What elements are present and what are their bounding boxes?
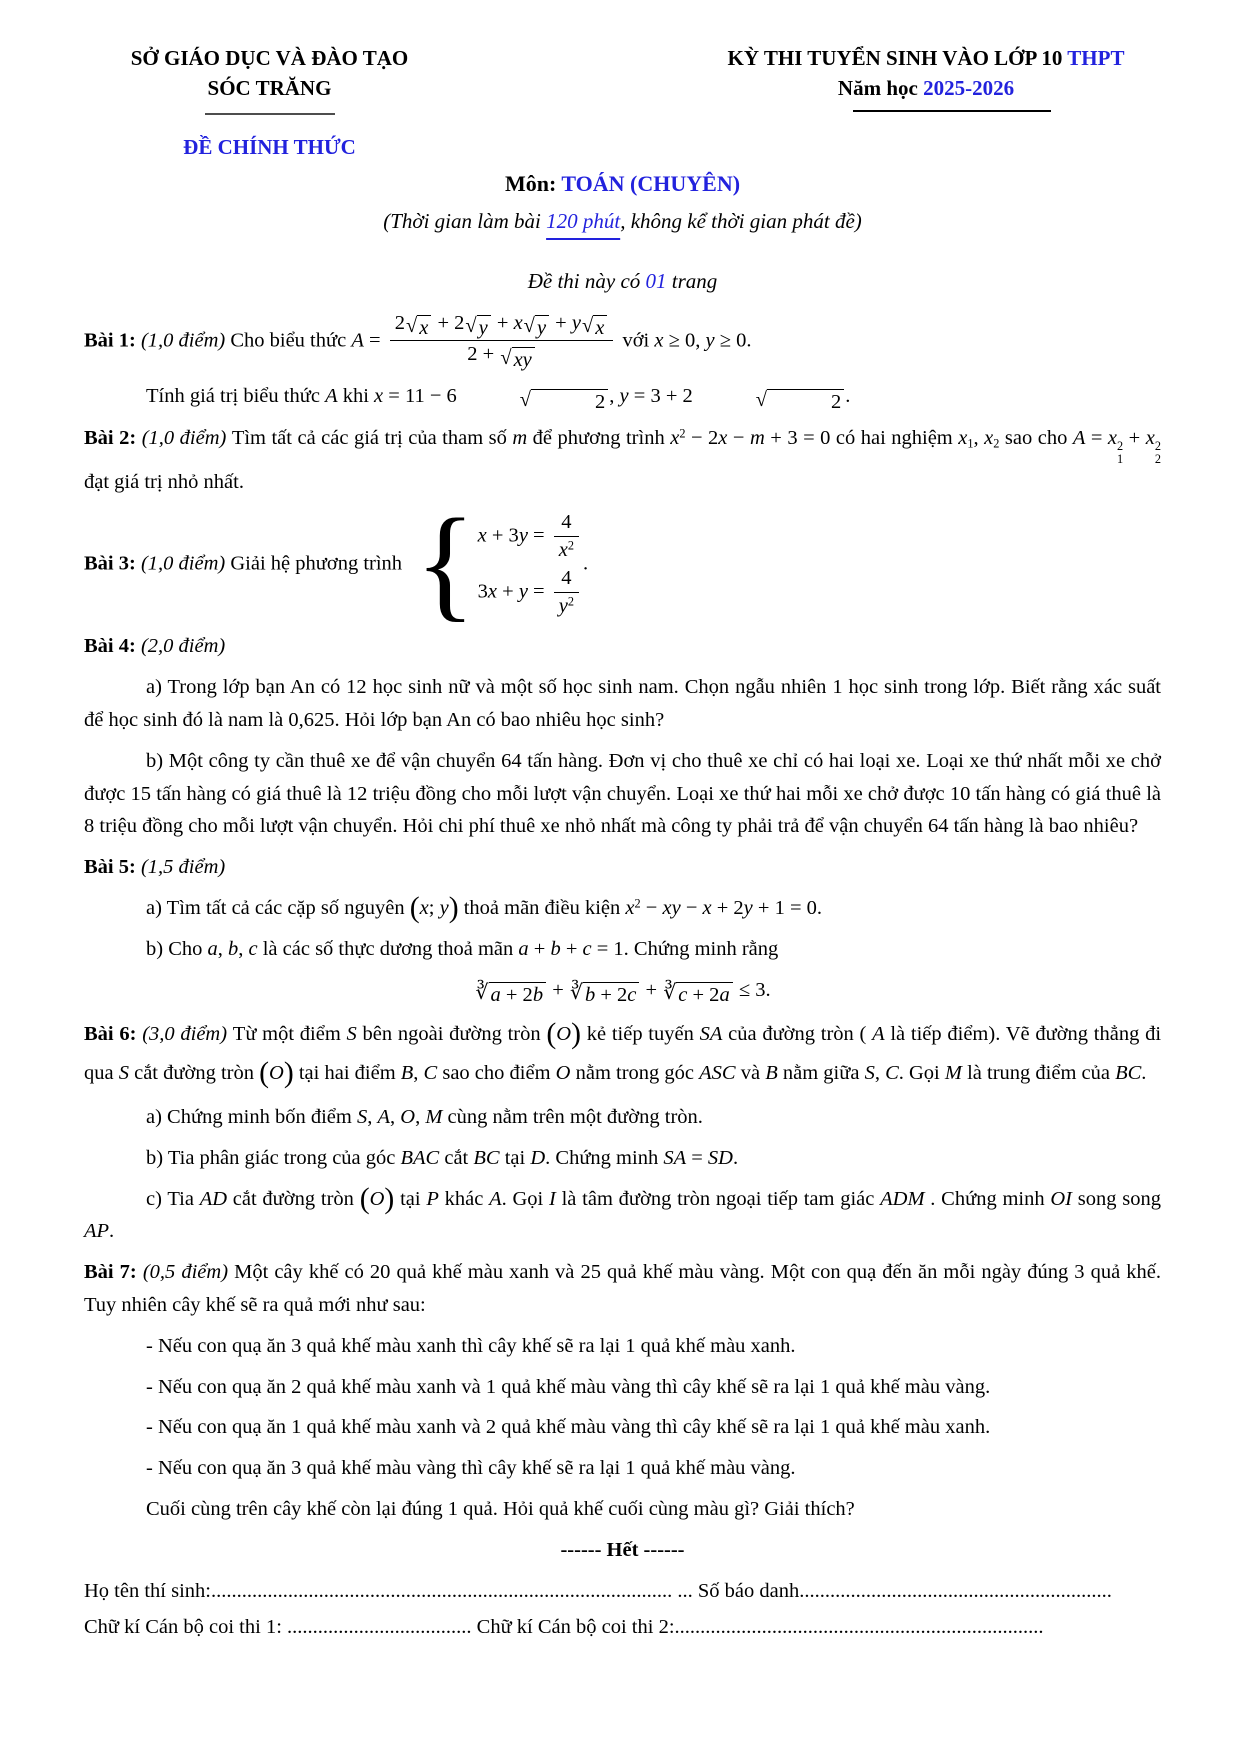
problem-7-rule-4: - Nếu con quạ ăn 3 quả khế màu vàng thì cây khế sẽ ra lại 1 quả khế màu vàng. (146, 1457, 796, 1480)
equation-1: x + 3y = $\frac{4}{x^2}$ (478, 510, 583, 563)
problem-7-rule-2: - Nếu con quạ ăn 2 quả khế màu xanh và 1 quả khế màu vàng thì cây khế sẽ ra lại 1 quả khế màu vàng. (146, 1375, 991, 1398)
problem-7-rule-1: - Nếu con quạ ăn 3 quả khế màu xanh thì cây khế sẽ ra lại 1 quả khế màu xanh. (146, 1334, 796, 1357)
system-brace: { (415, 494, 476, 634)
issuing-authority-block (102, 44, 437, 164)
problem-5a: a) Tìm tất cả các cặp số nguyên (x; y) thoả mãn điều kiện $x^2$ − xy − x + 2y + 1 = 0. (146, 891, 823, 924)
problem-5b: b) Cho a, b, c là các số thực dương thoả mãn a + b + c = 1. Chứng minh rằng (146, 937, 779, 960)
page-count-line: Đề thi này có 01 trang (527, 269, 718, 293)
problem-6b: b) Tia phân giác trong của góc BAC cắt BC tại D. Chứng minh SA = SD. (146, 1146, 739, 1169)
exam-title: KỲ THI TUYỂN SINH VÀO LỚP 10 THPT (727, 46, 1125, 70)
problem-6a: a) Chứng minh bốn điểm S, A, O, M cùng nằm trên một đường tròn. (146, 1106, 703, 1129)
equation-system (478, 507, 583, 623)
authority-line-2: SÓC TRĂNG (207, 75, 332, 100)
problem-2-statement: Bài 2: (1,0 điểm) Tìm tất cả các giá trị của tham số m để phương trình $x^2 - 2x - m + 3 = 0$ có hai nghiệm $x_1$, $x_2$ sao cho A = x 2 1 + x 2 2 đạt giá trị nhỏ nhất. (84, 425, 1162, 494)
problem-7-statement: Bài 7: (0,5 điểm) Một cây khế có 20 quả khế màu xanh và 25 quả khế màu vàng. Một con quạ đến ăn mỗi ngày đúng 3 quả khế. Tuy nhiên cây khế sẽ ra quả mới như sau: (84, 1261, 1161, 1317)
problem-1-question: Tính giá trị biểu thức A khi x = 11 − 6 √ 2 , y = 3 + 2 √ 2 . (146, 384, 851, 413)
problem-7-rule-3: - Nếu con quạ ăn 1 quả khế màu xanh và 2 quả khế màu vàng thì cây khế sẽ ra lại 1 quả khế màu xanh. (146, 1416, 991, 1439)
problem-4b: b) Một công ty cần thuê xe để vận chuyển 64 tấn hàng. Đơn vị cho thuê xe chỉ có hai loại xe. Loại xe thứ nhất mỗi xe chở được 15 tấn hàng có giá thuê là 12 triệu đồng cho mỗi lượt vận chuyển. Loại xe thứ hai mỗi xe chở được 10 tấn hàng có giá thuê là 8 triệu đồng cho mỗi lượt vận chuyển. Hỏi chi phí thuê xe nhỏ nhất mà công ty phải trả để vận chuyển 64 tấn hàng là bao nhiêu? (84, 749, 1161, 838)
problem-4-heading: Bài 4: (2,0 điểm) (84, 635, 226, 658)
problem-6c: c) Tia AD cắt đường tròn (O) tại P khác A. Gọi I là tâm đường tròn ngoại tiếp tam giác ADM . Chứng minh OI song song AP. (84, 1182, 1161, 1243)
title-divider (853, 110, 1051, 113)
problem-5-heading: Bài 5: (1,5 điểm) (84, 856, 226, 879)
problem-1-statement: Bài 1: (1,0 điểm) Cho biểu thức A = 2 √ x + 2 √ y + x √ y + y √ x 2 + √ xy với x ≥ 0, y ≥ 0. (84, 311, 752, 371)
official-exam-label: ĐỀ CHÍNH THỨC (183, 134, 356, 159)
end-marker: ------ Hết ------ (560, 1538, 685, 1561)
subject-line: Môn: TOÁN (CHUYÊN) (504, 171, 741, 197)
exam-title-block (691, 44, 1161, 112)
candidate-name-line: Họ tên thí sinh:.......................................................................................... ... Số báo danh............................................................. (84, 1579, 1112, 1602)
problem-4a: a) Trong lớp bạn An có 12 học sinh nữ và một số học sinh nam. Chọn ngẫu nhiên 1 học sinh trong lớp. Biết rằng xác suất để học sinh đó là nam là 0,625. Hỏi lớp bạn An có bao nhiêu học sinh? (84, 676, 1161, 731)
problem-5b-inequality: ∛ a + 2b + ∛ b + 2c + ∛ c + 2a ≤ 3. (475, 978, 771, 1007)
authority-divider (205, 113, 335, 115)
time-limit-line: (Thời gian làm bài 120 phút, không kể thời gian phát đề) (383, 209, 862, 234)
header (84, 44, 1161, 164)
problem-3-period: . (583, 552, 589, 575)
school-year: Năm học 2025-2026 (837, 75, 1015, 100)
equation-2: 3x + y = $\frac{4}{y^2}$ (478, 566, 583, 619)
proctor-signature-line: Chữ kí Cán bộ coi thi 1: .................................... Chữ kí Cán bộ coi thi 2:........................................................................ (84, 1616, 1044, 1639)
problem-7-question: Cuối cùng trên cây khế còn lại đúng 1 quả. Hỏi quả khế cuối cùng màu gì? Giải thích? (146, 1498, 855, 1521)
problem-6-statement: Bài 6: (3,0 điểm) Từ một điểm S bên ngoài đường tròn (O) kẻ tiếp tuyến SA của đường tròn ( A là tiếp điểm). Vẽ đường thẳng đi qua S cắt đường tròn (O) tại hai điểm B, C sao cho điểm O nằm trong góc ASC và B nằm giữa S, C. Gọi M là trung điểm của BC. (84, 1018, 1162, 1090)
problem-3-lead: Bài 3: (1,0 điểm) Giải hệ phương trình (84, 552, 408, 575)
problems (84, 311, 1161, 1645)
problem-3-statement (84, 494, 1161, 634)
authority-line-1: SỞ GIÁO DỤC VÀ ĐÀO TẠO (130, 46, 409, 70)
